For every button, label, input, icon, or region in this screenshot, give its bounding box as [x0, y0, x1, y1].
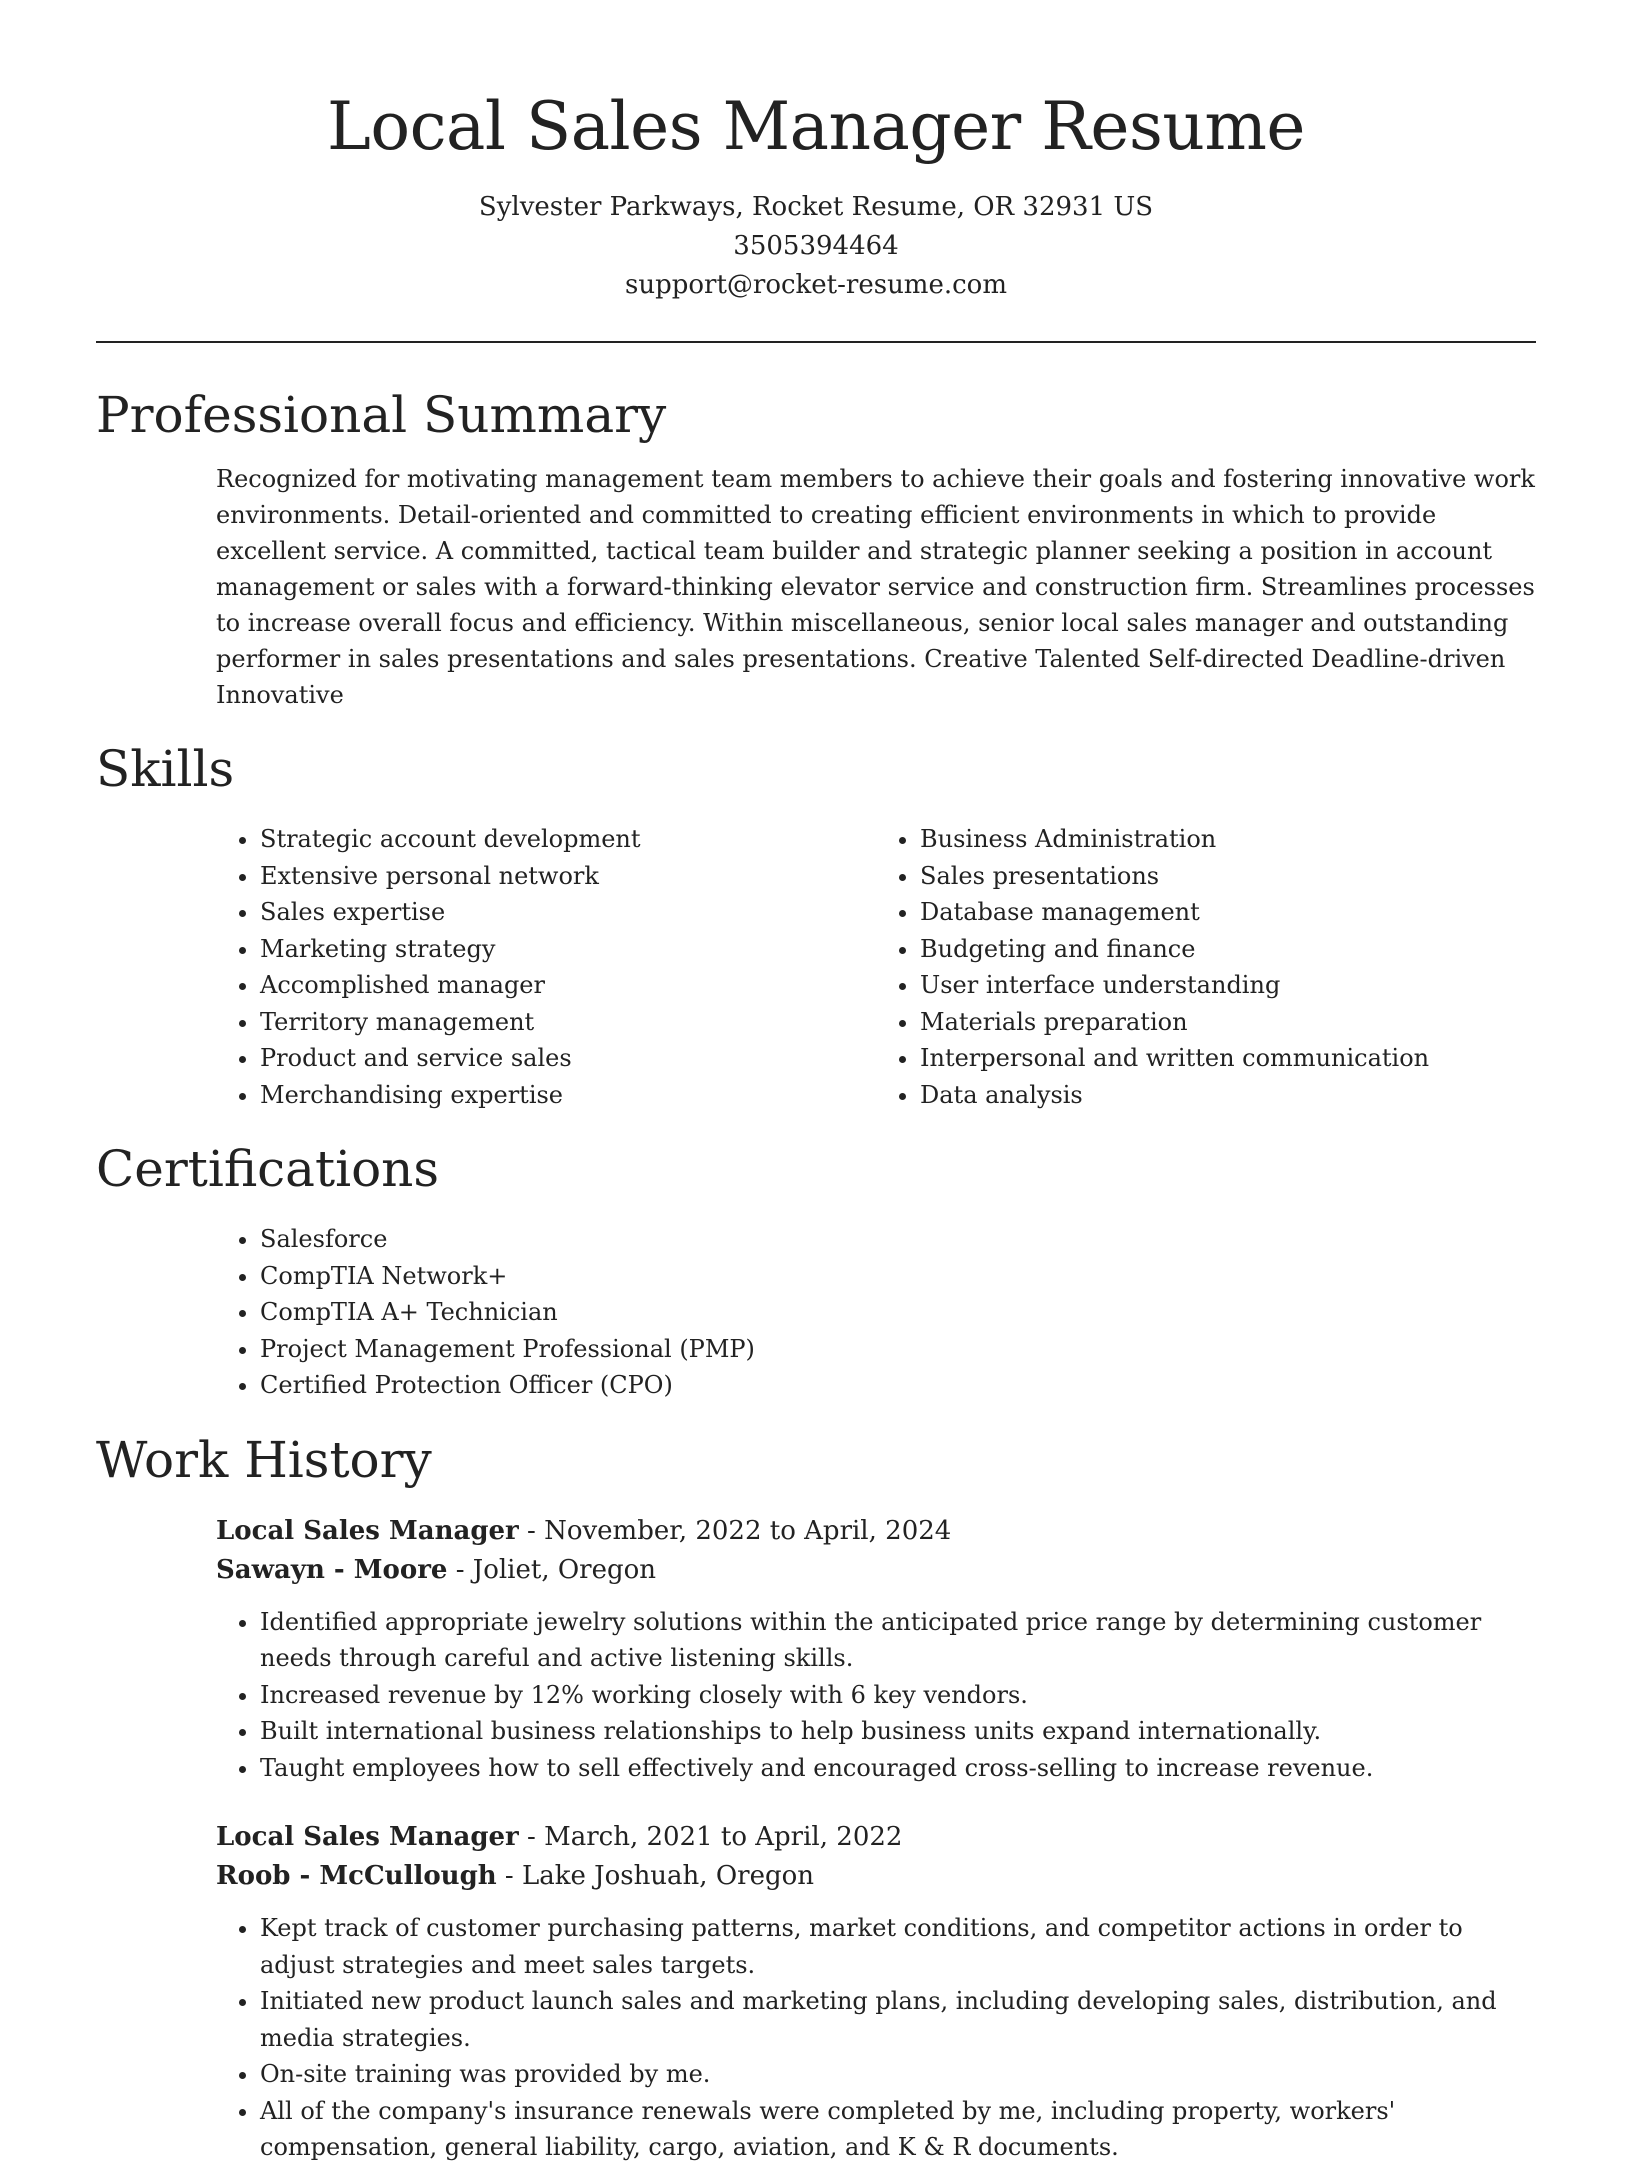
skill-item: • Data analysis [920, 1077, 1536, 1114]
job-bullet: • All of the company's insurance renewals were completed by me, including property, workers' compensation, general liability, cargo, aviation, and K & R documents. [260, 2093, 1536, 2166]
resume-title: Local Sales Manager Resume [327, 88, 1305, 165]
resume-page [96, 0, 1536, 2166]
skill-item: • Materials preparation [920, 1004, 1536, 1041]
job-bullet: • Initiated new product launch sales and marketing plans, including developing sales, distribution, and media strategies. [260, 1983, 1536, 2056]
resume-header [96, 0, 1536, 305]
certification-item: • Salesforce [260, 1221, 1536, 1258]
summary-heading: Professional Summary [96, 386, 667, 444]
certification-item: • Certified Protection Officer (CPO) [260, 1367, 1536, 1404]
job-bullet: • Kept track of customer purchasing patterns, market conditions, and competitor actions in order to adjust strategies and meet sales targets. [260, 1910, 1536, 1983]
job-bullet: • Built international business relationships to help business units expand internationally. [260, 1713, 1536, 1750]
job-bullet: • Taught employees how to sell effectively and encouraged cross-selling to increase revenue. [260, 1750, 1536, 1787]
job-bullets [216, 1910, 1536, 2166]
skill-item: • User interface understanding [920, 967, 1536, 1004]
skill-item: • Accomplished manager [260, 967, 876, 1004]
job-dates: - November, 2022 to April, 2024 [518, 1515, 952, 1546]
job-location: - Joliet, Oregon [447, 1554, 657, 1585]
job-bullet: • On-site training was provided by me. [260, 2056, 1536, 2093]
job-bullets [216, 1604, 1536, 1787]
skill-item: • Budgeting and finance [920, 931, 1536, 968]
job-title-line [216, 1512, 1536, 1551]
skill-item: • Merchandising expertise [260, 1077, 876, 1114]
skill-item: • Marketing strategy [260, 931, 876, 968]
contact-email: support@rocket-resume.com [624, 270, 1007, 300]
skills-list-left [216, 821, 876, 1113]
skill-item: • Business Administration [920, 821, 1536, 858]
job-dates: - March, 2021 to April, 2022 [518, 1822, 903, 1852]
skill-item: • Interpersonal and written communication [920, 1040, 1536, 1077]
contact-block [96, 188, 1536, 305]
job-bullet: • Identified appropriate jewelry solutions within the anticipated price range by determining customer needs through careful and active listening skills. [260, 1604, 1536, 1677]
job-company-line [216, 1551, 1536, 1590]
certifications-list [216, 1221, 1536, 1404]
skill-item: • Territory management [260, 1004, 876, 1041]
skill-item: • Strategic account development [260, 821, 876, 858]
skills-heading: Skills [96, 740, 235, 798]
job-company: Sawayn - Moore [216, 1554, 448, 1585]
certifications-heading: Certifications [96, 1140, 440, 1198]
job-company-line [216, 1857, 1536, 1896]
skills-list-right [876, 821, 1536, 1113]
contact-phone: 3505394464 [733, 231, 899, 261]
contact-address: Sylvester Parkways, Rocket Resume, OR 32931 US [478, 192, 1154, 222]
summary-text: Recognized for motivating management team members to achieve their goals and fostering innovative work environments. Detail-oriented and committed to creating efficient environments in which to provide excellent service. A committed, tactical team builder and strategic planner seeking a position in account management or sales with a forward-thinking elevator service and construction firm. Streamlines processes to increase overall focus and efficiency. Within miscellaneous, senior local sales manager and outstanding performer in sales presentations and sales presentations. Creative Talented Self-directed Deadline-driven Innovative [216, 465, 1535, 709]
job-location: - Lake Joshuah, Oregon [496, 1861, 815, 1891]
job-entry [216, 1512, 1536, 1787]
skills-grid [216, 821, 1536, 1113]
job-bullet: • Increased revenue by 12% working closely with 6 key vendors. [260, 1677, 1536, 1714]
skill-item: • Sales presentations [920, 858, 1536, 895]
certification-item: • Project Management Professional (PMP) [260, 1331, 1536, 1368]
work-history-heading: Work History [96, 1430, 432, 1489]
job-company: Roob - McCullough [216, 1861, 497, 1891]
skill-item: • Extensive personal network [260, 858, 876, 895]
skill-item: • Product and service sales [260, 1040, 876, 1077]
certification-item: • CompTIA Network+ [260, 1258, 1536, 1295]
skill-item: • Sales expertise [260, 894, 876, 931]
job-title-line [216, 1818, 1536, 1857]
job-entry [216, 1818, 1536, 2166]
certification-item: • CompTIA A+ Technician [260, 1294, 1536, 1331]
job-role: Local Sales Manager [216, 1822, 519, 1852]
job-role: Local Sales Manager [216, 1515, 519, 1546]
header-divider [96, 341, 1536, 343]
skill-item: • Database management [920, 894, 1536, 931]
